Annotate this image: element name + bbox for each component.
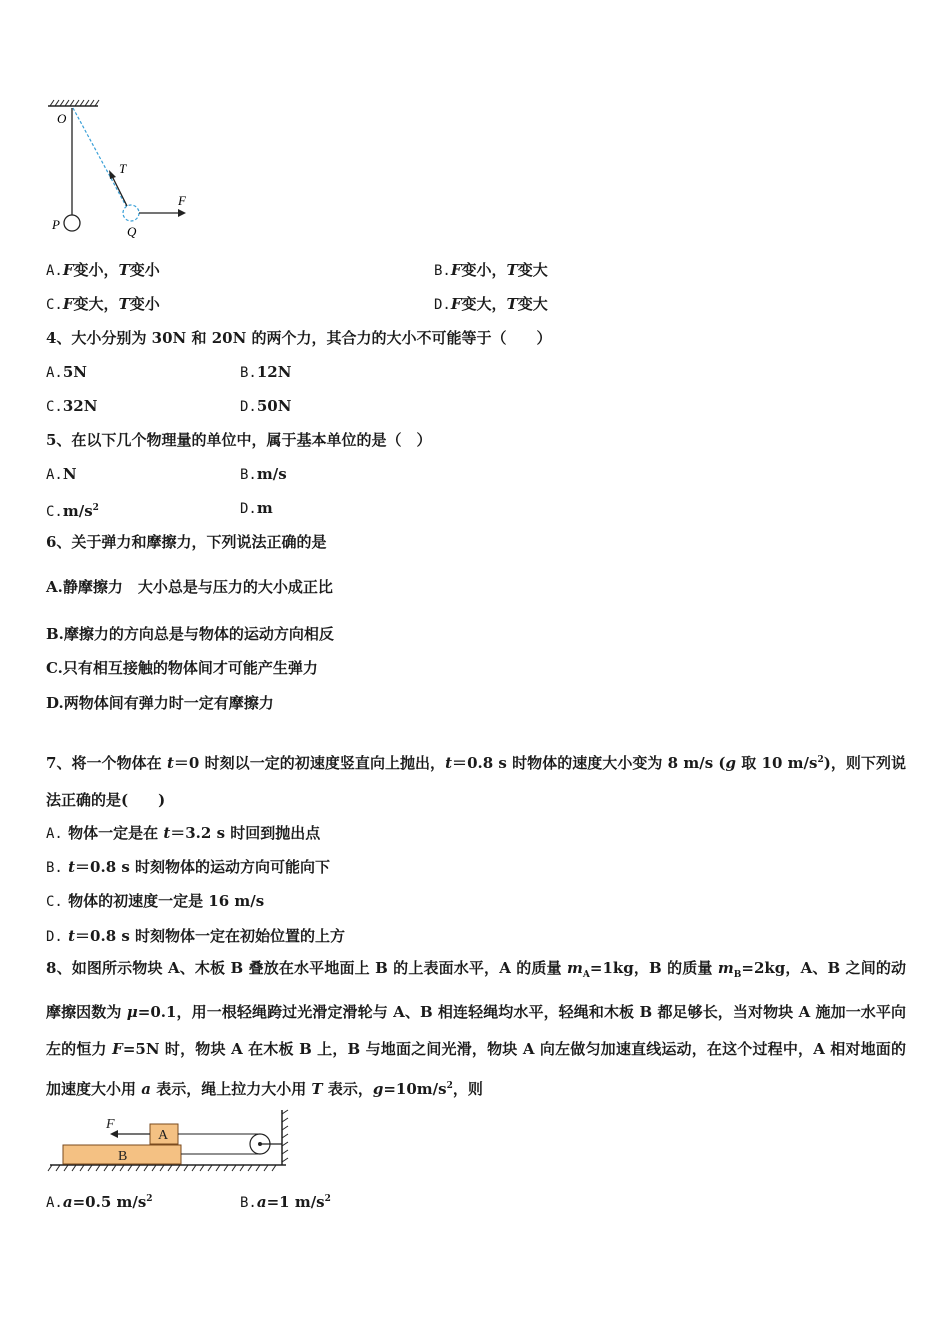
pendulum-figure — [40, 96, 200, 244]
q6-option-a[interactable]: A.静摩擦力 大小总是与压力的大小成正比 — [46, 578, 333, 596]
q5-option-b[interactable]: B.m/s — [240, 465, 287, 483]
label-q: Q — [127, 224, 137, 239]
q7-option-c[interactable]: C. 物体的初速度一定是 16 m/s — [46, 892, 265, 910]
q5-stem: 5、在以下几个物理量的单位中，属于基本单位的是（ ） — [46, 431, 432, 449]
q4-option-b[interactable]: B.12N — [240, 363, 292, 381]
force-f-label: F — [106, 1117, 115, 1132]
q7-option-b[interactable]: B. t＝0.8 s 时刻物体的运动方向可能向下 — [46, 858, 331, 876]
q7-stem: 7、将一个物体在 t＝0 时刻以一定的初速度竖直向上抛出，t＝0.8 s 时物体的速度大小变为 8 m/s (g 取 10 $m/s^2$)，则下列说法正确的是( ) — [46, 754, 906, 809]
q5-option-d[interactable]: D.m — [240, 499, 273, 517]
q6-stem: 6、关于弹力和摩擦力，下列说法正确的是 — [46, 533, 327, 551]
q4-option-a[interactable]: A.5N — [46, 363, 88, 381]
q3-option-a[interactable]: A.F变小，T变小 — [46, 261, 160, 279]
q4-stem: 4、大小分别为 30N 和 20N 的两个力，其合力的大小不可能等于（ ） — [46, 329, 552, 347]
q6-option-b[interactable]: B.摩擦力的方向总是与物体的运动方向相反 — [46, 625, 334, 643]
q4-option-d[interactable]: D.50N — [240, 397, 292, 415]
q8-stem: 8、如图所示物块 A、木板 B 叠放在水平地面上 B 的上表面水平，A 的质量 $m_A=1kg$，B 的质量 $m_B=2kg$，A、B 之间的动摩擦因数为 μ=0.1，用一根轻绳跨过光滑定滑轮与 A、B 相连轻绳均水平，轻绳和木板 B 都足够长，当对物块 A 施加一水平向左的恒力 F=5N 时，物块 A 在木板 B 上，B 与地面之间光滑，物块 A 向左做匀加速直线运动，在这个过程中，A 相对地面的加速度大小用 a 表示，绳上拉力大小用 T 表示，$g=10m/s^2$，则 — [46, 959, 906, 1098]
q3-option-c[interactable]: C.F变大，T变小 — [46, 295, 160, 313]
label-p: P — [52, 217, 60, 232]
block-a-label: A — [158, 1128, 169, 1143]
q8-option-a[interactable]: A.a=0.5 $m/s^2$ — [46, 1193, 153, 1211]
label-t: T — [119, 161, 127, 176]
block-b-label: B — [118, 1149, 128, 1164]
q5-option-c[interactable]: $C.m/s^2$ — [46, 502, 99, 520]
q7-option-a[interactable]: A. 物体一定是在 t＝3.2 s 时回到抛出点 — [46, 824, 321, 842]
q8-option-b[interactable]: B.a=1 $m/s^2$ — [240, 1193, 331, 1211]
label-f: F — [178, 193, 186, 208]
q3-option-b[interactable]: B.F变小，T变大 — [434, 261, 548, 279]
q3-option-d[interactable]: D.F变大，T变大 — [434, 295, 548, 313]
q5-option-a[interactable]: A.N — [46, 465, 77, 483]
label-o: O — [57, 111, 67, 126]
q7-option-d[interactable]: D. t＝0.8 s 时刻物体一定在初始位置的上方 — [46, 927, 346, 945]
q4-option-c[interactable]: C.32N — [46, 397, 98, 415]
q6-option-c[interactable]: C.只有相互接触的物体间才可能产生弹力 — [46, 659, 318, 677]
q6-option-d[interactable]: D.两物体间有弹力时一定有摩擦力 — [46, 694, 274, 712]
pulley-figure — [46, 1108, 296, 1178]
